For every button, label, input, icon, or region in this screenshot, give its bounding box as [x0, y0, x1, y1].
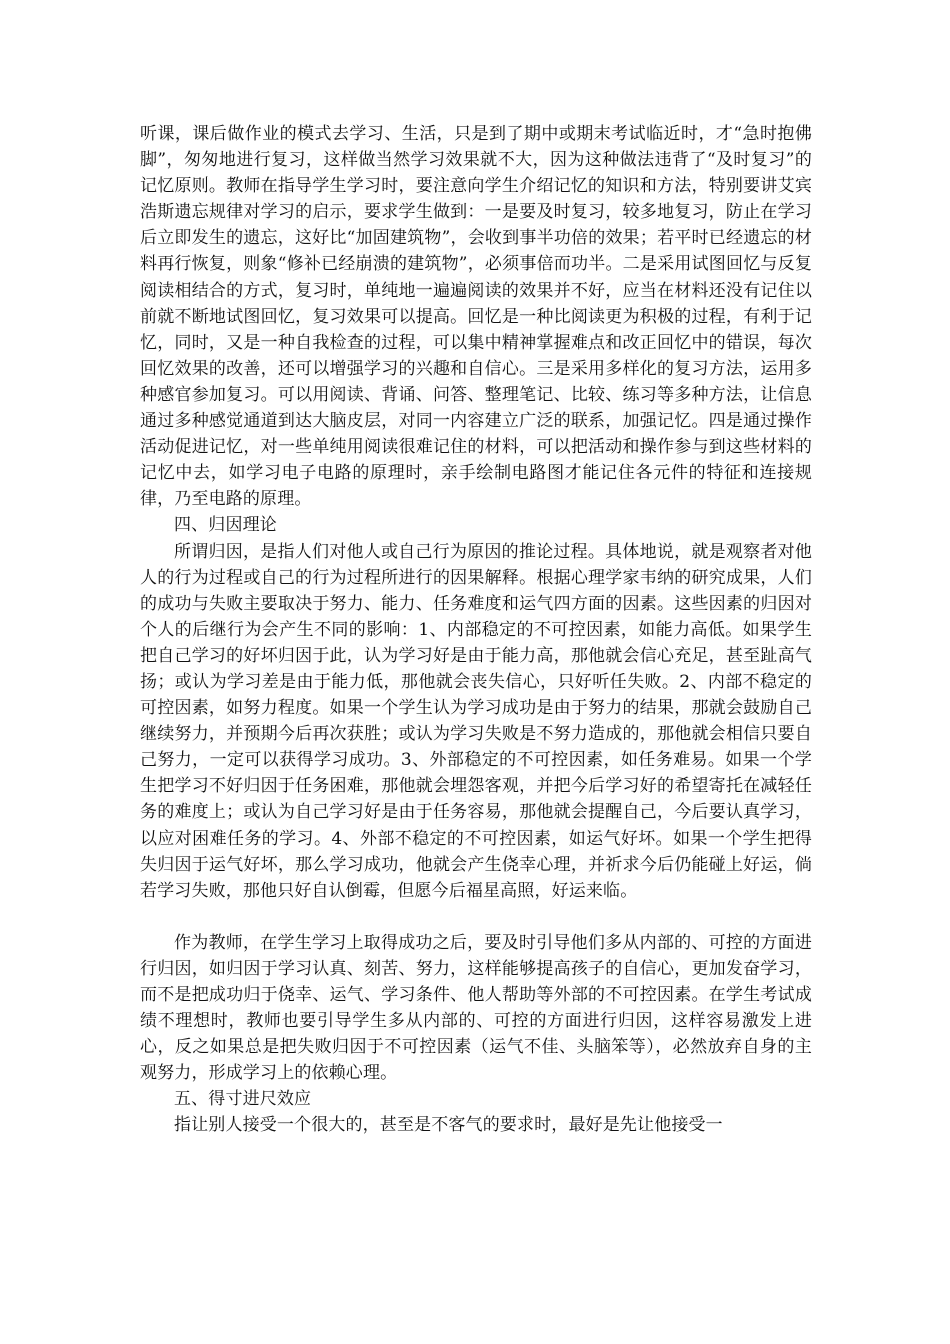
paragraph-teacher-guidance: 作为教师，在学生学习上取得成功之后，要及时引导他们多从内部的、可控的方面进行归因，如归因于学习认真、刻苦、努力，这样能够提高孩子的自信心，更加发奋学习，而不是把成功归于侥幸、运气、学习条件、他人帮助等外部的不可控因素。在学生考试成绩不理想时，教师也要引导学生多从内部的、可控的方面进行归因，这样容易激发上进心，反之如果总是把失败归因于不可控因素（运气不佳、头脑笨等），必然放弃自身的主观努力，形成学习上的依赖心理。 — [140, 932, 812, 1084]
section-heading-foot-in-door: 五、得寸进尺效应 — [174, 1089, 312, 1110]
section-heading-attribution-theory: 四、归因理论 — [174, 515, 277, 536]
paragraph-attribution-definition: 所谓归因，是指人们对他人或自己行为原因的推论过程。具体地说，就是观察者对他人的行为过程或自己的行为过程所进行的因果解释。根据心理学家韦纳的研究成果，人们的成功与失败主要取决于努力、能力、任务难度和运气四方面的因素。这些因素的归因对个人的后继行为会产生不同的影响：1、内部稳定的不可控因素，如能力高低。如果学生把自己学习的好坏归因于此，认为学习好是由于能力高，那他就会信心充足，甚至趾高气扬；或认为学习差是由于能力低，那他就会丧失信心，只好听任失败。2、内部不稳定的可控因素，如努力程度。如果一个学生认为学习成功是由于努力的结果，那就会鼓励自己继续努力，并预期今后再次获胜；或认为学习失败是不努力造成的，那他就会相信只要自己努力，一定可以获得学习成功。3、外部稳定的不可控因素，如任务难易。如果一个学生把学习不好归因于任务困难，那他就会埋怨客观，并把今后学习好的希望寄托在减轻任务的难度上；或认为自己学习好是由于任务容易，那他就会提醒自己，今后要认真学习，以应对困难任务的学习。4、外部不稳定的不可控因素，如运气好坏。如果一个学生把得失归因于运气好坏，那么学习成功，他就会产生侥幸心理，并祈求今后仍能碰上好运，倘若学习失败，那他只好自认倒霉，但愿今后福星高照，好运来临。 — [140, 541, 812, 901]
document-page — [140, 121, 812, 1139]
paragraph-memory-review: 听课，课后做作业的模式去学习、生活，只是到了期中或期末考试临近时，才“急时抱佛脚”，匆匆地进行复习，这样做当然学习效果就不大，因为这种做法违背了“及时复习”的记忆原则。教师在指导学生学习时，要注意向学生介绍记忆的知识和方法，特别要讲艾宾浩斯遗忘规律对学习的启示，要求学生做到：一是要及时复习，较多地复习，防止在学习后立即发生的遗忘，这好比“加固建筑物”，会收到事半功倍的效果；若平时已经遗忘的材料再行恢复，则象“修补已经崩溃的建筑物”，必须事倍而功半。二是采用试图回忆与反复阅读相结合的方式，复习时，单纯地一遍遍阅读的效果并不好，应当在材料还没有记住以前就不断地试图回忆，复习效果可以提高。回忆是一种比阅读更为积极的过程，有利于记忆，同时，又是一种自我检查的过程，可以集中精神掌握难点和改正回忆中的错误，每次回忆效果的改善，还可以增强学习的兴趣和自信心。三是采用多样化的复习方法，运用多种感官参加复习。可以用阅读、背诵、问答、整理笔记、比较、练习等多种方法，让信息通过多种感觉通道到达大脑皮层，对同一内容建立广泛的联系，加强记忆。四是通过操作活动促进记忆，对一些单纯用阅读很难记住的材料，可以把活动和操作参与到这些材料的记忆中去，如学习电子电路的原理时，亲手绘制电路图才能记住各元件的特征和连接规律，乃至电路的原理。 — [140, 124, 812, 510]
paragraph-spacer — [140, 904, 812, 930]
paragraph-foot-in-door-definition: 指让别人接受一个很大的，甚至是不客气的要求时，最好是先让他接受一 — [174, 1115, 723, 1136]
